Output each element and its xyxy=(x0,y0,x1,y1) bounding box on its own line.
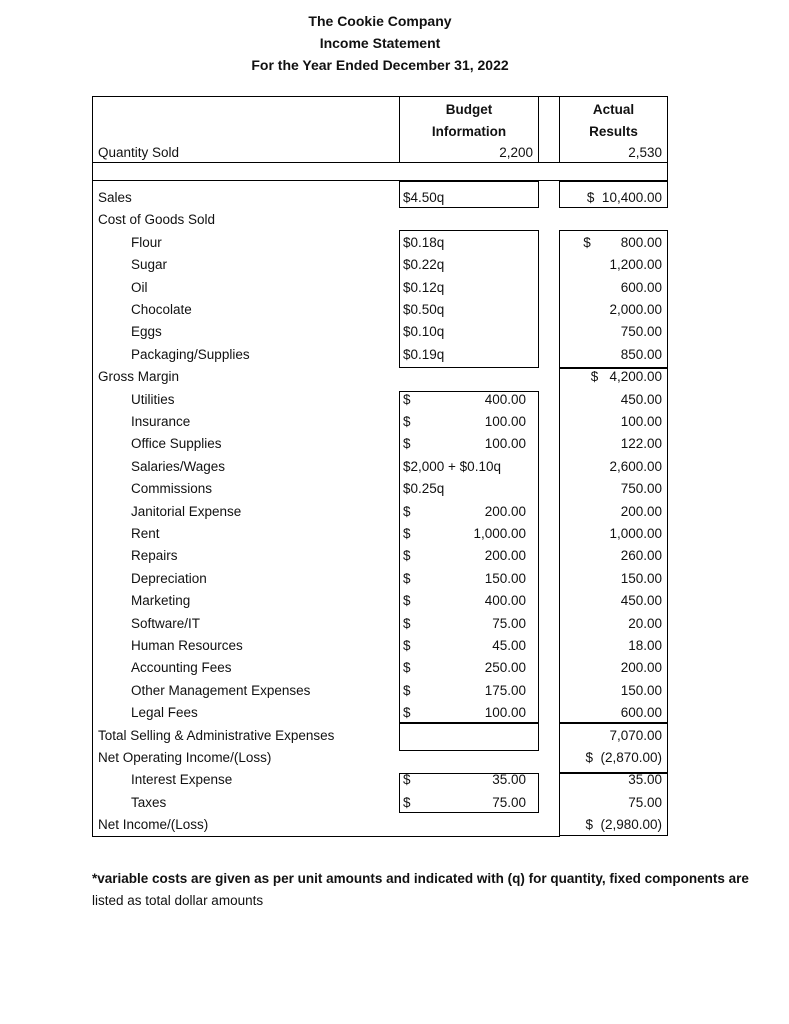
budget-dollar-sign: $ xyxy=(403,504,411,519)
budget-amount: 200.00 xyxy=(484,504,526,519)
actual-amount: 150.00 xyxy=(620,571,662,586)
actual-amount: 122.00 xyxy=(620,436,662,451)
row-label: Taxes xyxy=(131,795,167,810)
actual-header-line2: Results xyxy=(589,124,638,139)
row-label: Sugar xyxy=(131,257,168,272)
actual-amount: 750.00 xyxy=(620,481,662,496)
actual-amount: 450.00 xyxy=(620,593,662,608)
statement-header xyxy=(0,10,760,76)
row-label: Insurance xyxy=(131,414,191,429)
row-label: Packaging/Supplies xyxy=(131,347,250,362)
actual-amount: 20.00 xyxy=(628,616,662,631)
actual-amount: 1,000.00 xyxy=(609,526,662,541)
budget-amount: 75.00 xyxy=(492,616,526,631)
budget-amount: 100.00 xyxy=(484,414,526,429)
row-label: Utilities xyxy=(131,392,175,407)
table-left-border xyxy=(92,96,93,162)
actual-amount: 200.00 xyxy=(620,660,662,675)
footnote xyxy=(92,868,772,912)
actual-amount: 2,600.00 xyxy=(609,459,662,474)
budget-amount: 400.00 xyxy=(484,392,526,407)
footer-left-border xyxy=(92,751,93,837)
budget-amount: 250.00 xyxy=(484,660,526,675)
actual-amount: $ (2,980.00) xyxy=(585,817,662,832)
budget-dollar-sign: $ xyxy=(403,593,411,608)
actual-amount: $ 4,200.00 xyxy=(590,369,662,384)
row-label: Commissions xyxy=(131,481,213,496)
row-label: Accounting Fees xyxy=(131,660,232,675)
budget-dollar-sign: $ xyxy=(403,705,411,720)
table-bottom-border xyxy=(92,836,560,837)
budget-dollar-sign: $ xyxy=(403,548,411,563)
row-label: Total Selling & Administrative Expenses xyxy=(98,728,335,743)
budget-dollar-sign: $ xyxy=(403,772,411,787)
actual-amount: 7,070.00 xyxy=(609,728,662,743)
row-label: Software/IT xyxy=(131,616,201,631)
spacer-row xyxy=(92,162,668,181)
quantity-budget: 2,200 xyxy=(499,145,533,160)
actual-amount: 260.00 xyxy=(620,548,662,563)
budget-dollar-sign: $ xyxy=(403,683,411,698)
total-sa-budget-box xyxy=(399,723,539,751)
row-label: Janitorial Expense xyxy=(131,504,242,519)
budget-amount: 150.00 xyxy=(484,571,526,586)
budget-rate: $0.22q xyxy=(403,257,445,272)
income-statement-table xyxy=(92,96,668,837)
company-name: The Cookie Company xyxy=(308,13,452,29)
budget-dollar-sign: $ xyxy=(403,616,411,631)
row-label: Eggs xyxy=(131,324,162,339)
budget-rate: $0.12q xyxy=(403,280,445,295)
actual-amount: $ 10,400.00 xyxy=(586,190,662,205)
row-label: Oil xyxy=(131,280,148,295)
budget-col-right-border xyxy=(538,96,539,162)
actual-amount: 75.00 xyxy=(628,795,662,810)
row-label: Rent xyxy=(131,526,160,541)
actual-amount: 200.00 xyxy=(620,504,662,519)
budget-dollar-sign: $ xyxy=(403,795,411,810)
row-label: Sales xyxy=(98,190,132,205)
budget-header-line2: Information xyxy=(431,124,507,139)
budget-rate: $0.50q xyxy=(403,302,445,317)
actual-amount: 1,200.00 xyxy=(609,257,662,272)
actual-amount: 35.00 xyxy=(628,772,662,787)
row-label: Gross Margin xyxy=(98,369,180,384)
table-top-border xyxy=(92,96,668,97)
row-label: Flour xyxy=(131,235,162,250)
quantity-label: Quantity Sold xyxy=(98,145,180,160)
budget-rate: $2,000 + $0.10q xyxy=(403,459,501,474)
budget-dollar-sign: $ xyxy=(403,414,411,429)
row-label: Marketing xyxy=(131,593,191,608)
actual-amount: 18.00 xyxy=(628,638,662,653)
budget-amount: 1,000.00 xyxy=(473,526,526,541)
row-label: Depreciation xyxy=(131,571,207,586)
budget-amount: 200.00 xyxy=(484,548,526,563)
budget-dollar-sign: $ xyxy=(403,526,411,541)
table-right-border xyxy=(667,96,668,162)
budget-rate: $0.10q xyxy=(403,324,445,339)
budget-dollar-sign: $ xyxy=(403,638,411,653)
actual-amount: 600.00 xyxy=(620,280,662,295)
budget-dollar-sign: $ xyxy=(403,436,411,451)
actual-amount: $ 800.00 xyxy=(583,235,662,250)
actual-amount: 600.00 xyxy=(620,705,662,720)
budget-header-line1: Budget xyxy=(445,102,493,117)
row-label: Net Operating Income/(Loss) xyxy=(98,750,272,765)
row-label: Salaries/Wages xyxy=(131,459,226,474)
budget-dollar-sign: $ xyxy=(403,660,411,675)
footnote-line1: *variable costs are given as per unit amounts and indicated with (q) for quantity, fixed components are xyxy=(92,871,749,886)
body-left-border xyxy=(92,181,93,751)
budget-rate: $4.50q xyxy=(403,190,445,205)
row-label: Cost of Goods Sold xyxy=(98,212,216,227)
row-label: Repairs xyxy=(131,548,178,563)
budget-amount: 100.00 xyxy=(484,436,526,451)
budget-amount: 75.00 xyxy=(492,795,526,810)
actual-amount: 750.00 xyxy=(620,324,662,339)
actual-amount: 150.00 xyxy=(620,683,662,698)
budget-amount: 400.00 xyxy=(484,593,526,608)
statement-title: Income Statement xyxy=(319,35,441,51)
actual-amount: 450.00 xyxy=(620,392,662,407)
actual-amount: 2,000.00 xyxy=(609,302,662,317)
budget-rate: $0.18q xyxy=(403,235,445,250)
actual-amount: 100.00 xyxy=(620,414,662,429)
budget-amount: 100.00 xyxy=(484,705,526,720)
budget-amount: 175.00 xyxy=(484,683,526,698)
actual-amount: $ (2,870.00) xyxy=(585,750,662,765)
budget-rate: $0.25q xyxy=(403,481,445,496)
row-label: Chocolate xyxy=(131,302,192,317)
row-label: Net Income/(Loss) xyxy=(98,817,209,832)
row-label: Other Management Expenses xyxy=(131,683,311,698)
row-label: Legal Fees xyxy=(131,705,198,720)
footnote-line2: listed as total dollar amounts xyxy=(92,893,264,908)
budget-dollar-sign: $ xyxy=(403,392,411,407)
budget-amount: 35.00 xyxy=(492,772,526,787)
statement-period: For the Year Ended December 31, 2022 xyxy=(251,57,509,73)
budget-rate: $0.19q xyxy=(403,347,445,362)
budget-dollar-sign: $ xyxy=(403,571,411,586)
row-label: Human Resources xyxy=(131,638,243,653)
budget-amount: 45.00 xyxy=(492,638,526,653)
row-label: Interest Expense xyxy=(131,772,233,787)
quantity-actual: 2,530 xyxy=(628,145,662,160)
row-label: Office Supplies xyxy=(131,436,222,451)
actual-amount: 850.00 xyxy=(620,347,662,362)
actual-header-line1: Actual xyxy=(592,102,635,117)
